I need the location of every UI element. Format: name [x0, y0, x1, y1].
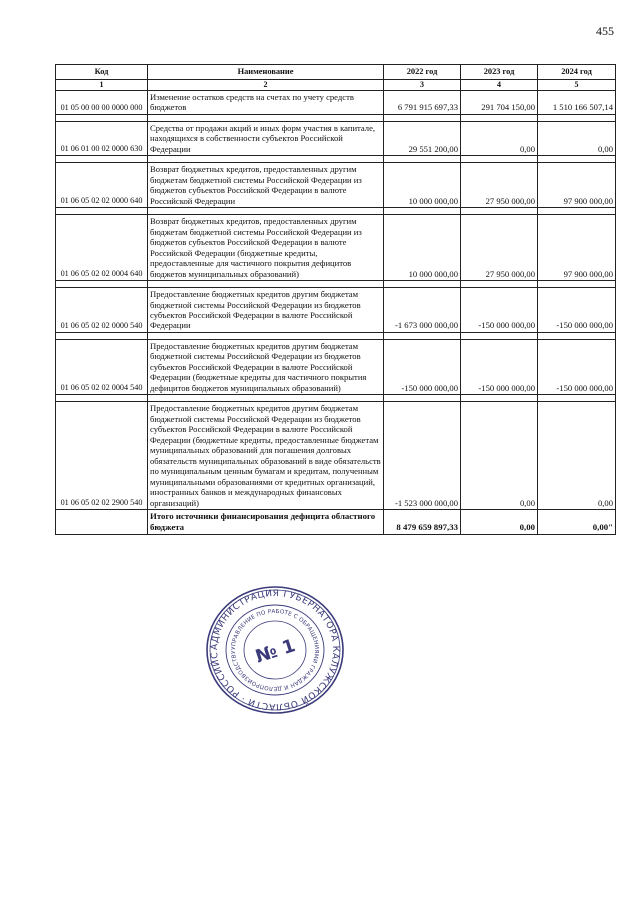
- header-2024: 2024 год: [538, 65, 616, 80]
- official-seal: [200, 585, 350, 715]
- row-value-2024: 97 900 000,00: [538, 215, 616, 281]
- row-name: Средства от продажи акций и иных форм участия в капитале, находящихся в собственности субъектов Российской Федерации: [148, 121, 384, 155]
- row-code: 01 06 01 00 02 0000 630: [56, 121, 148, 155]
- total-label: Итого источники финансирования дефицита областного бюджета: [148, 510, 384, 534]
- row-code: 01 05 00 00 00 0000 000: [56, 90, 148, 114]
- seal-inner-text: УПРАВЛЕНИЕ ПО РАБОТЕ С ОБРАЩЕНИЯМИ ГРАЖДАН И ДЕЛОПРОИЗВОДСТВУ: [230, 608, 320, 692]
- column-number-row: [56, 80, 616, 91]
- row-name: Возврат бюджетных кредитов, предоставленных другим бюджетам бюджетной системы Российской Федерации из бюджетов субъектов Российской Федерации в валюте Российской Федерации (бюджетные кредиты, предоставленные для частичного покрытия дефицитов бюджетов муниципальных образований): [148, 215, 384, 281]
- row-value-2023: 0,00: [461, 121, 538, 155]
- row-value-2022: 10 000 000,00: [384, 215, 461, 281]
- table-row: [56, 163, 616, 208]
- spacer-row: [56, 156, 616, 163]
- total-value-2022: 8 479 659 897,33: [384, 510, 461, 534]
- row-value-2023: -150 000 000,00: [461, 339, 538, 394]
- row-value-2022: -1 673 000 000,00: [384, 288, 461, 333]
- row-code: 01 06 05 02 02 0004 540: [56, 339, 148, 394]
- row-value-2024: 97 900 000,00: [538, 163, 616, 208]
- header-2022: 2022 год: [384, 65, 461, 80]
- spacer-row: [56, 208, 616, 215]
- row-value-2022: 6 791 915 697,33: [384, 90, 461, 114]
- row-name: Предоставление бюджетных кредитов другим бюджетам бюджетной системы Российской Федерации из бюджетов субъектов Российской Федерации в валюте Российской Федерации (бюджетные кредиты для частичного покрытия дефицитов бюджетов муниципальных образований): [148, 339, 384, 394]
- spacer-row: [56, 114, 616, 121]
- column-number: 2: [148, 80, 384, 91]
- row-value-2022: -150 000 000,00: [384, 339, 461, 394]
- seal-icon: [200, 585, 350, 715]
- header-name: Наименование: [148, 65, 384, 80]
- table-row: [56, 121, 616, 155]
- column-number: 1: [56, 80, 148, 91]
- column-number: 5: [538, 80, 616, 91]
- row-value-2024: -150 000 000,00: [538, 339, 616, 394]
- row-name: Изменение остатков средств на счетах по учету средств бюджетов: [148, 90, 384, 114]
- row-code: 01 06 05 02 02 0000 640: [56, 163, 148, 208]
- row-value-2024: 0,00: [538, 121, 616, 155]
- row-value-2023: -150 000 000,00: [461, 288, 538, 333]
- row-code: 01 06 05 02 02 2900 540: [56, 402, 148, 510]
- row-name: Возврат бюджетных кредитов, предоставленных другим бюджетам бюджетной системы Российской Федерации из бюджетов субъектов Российской Федерации в валюте Российской Федерации: [148, 163, 384, 208]
- row-value-2023: 27 950 000,00: [461, 215, 538, 281]
- row-value-2023: 0,00: [461, 402, 538, 510]
- row-code: 01 06 05 02 02 0004 640: [56, 215, 148, 281]
- spacer-row: [56, 281, 616, 288]
- page-number: 455: [596, 24, 614, 38]
- total-value-2023: 0,00: [461, 510, 538, 534]
- table-row: [56, 339, 616, 394]
- header-2023: 2023 год: [461, 65, 538, 80]
- row-value-2022: 29 551 200,00: [384, 121, 461, 155]
- total-value-2024: 0,00": [538, 510, 616, 534]
- column-number: 4: [461, 80, 538, 91]
- row-value-2024: 1 510 166 507,14: [538, 90, 616, 114]
- table-header-row: [56, 65, 616, 80]
- row-value-2022: 10 000 000,00: [384, 163, 461, 208]
- table-row: [56, 90, 616, 114]
- row-value-2024: 0,00: [538, 402, 616, 510]
- spacer-row: [56, 395, 616, 402]
- table-row: [56, 288, 616, 333]
- seal-number: № 1: [252, 635, 298, 668]
- header-code: Код: [56, 65, 148, 80]
- table-row: [56, 215, 616, 281]
- row-value-2022: -1 523 000 000,00: [384, 402, 461, 510]
- seal-outer-text: АДМИНИСТРАЦИЯ ГУБЕРНАТОРА КАЛУЖСКОЙ ОБЛАСТИ · РОССИЙС: [209, 588, 341, 712]
- total-row: [56, 510, 616, 534]
- column-number: 3: [384, 80, 461, 91]
- spacer-row: [56, 332, 616, 339]
- row-name: Предоставление бюджетных кредитов другим бюджетам бюджетной системы Российской Федерации из бюджетов субъектов Российской Федерации в валюте Российской Федерации (бюджетные кредиты, предоставленные бюджетам муниципальных образований для погашения долговых обязательств муниципальных образований в виде обязательств по муниципальным ценным бумагам и кредитам, полученным муниципальными образованиями от кредитных организаций, иностранных банков и международных финансовых организаций): [148, 402, 384, 510]
- row-value-2023: 27 950 000,00: [461, 163, 538, 208]
- row-value-2024: -150 000 000,00: [538, 288, 616, 333]
- row-code: 01 06 05 02 02 0000 540: [56, 288, 148, 333]
- budget-sources-table: [55, 64, 616, 535]
- row-value-2023: 291 704 150,00: [461, 90, 538, 114]
- total-code-cell: [56, 510, 148, 534]
- row-name: Предоставление бюджетных кредитов другим бюджетам бюджетной системы Российской Федерации из бюджетов субъектов Российской Федерации в валюте Российской Федерации: [148, 288, 384, 333]
- table-row: [56, 402, 616, 510]
